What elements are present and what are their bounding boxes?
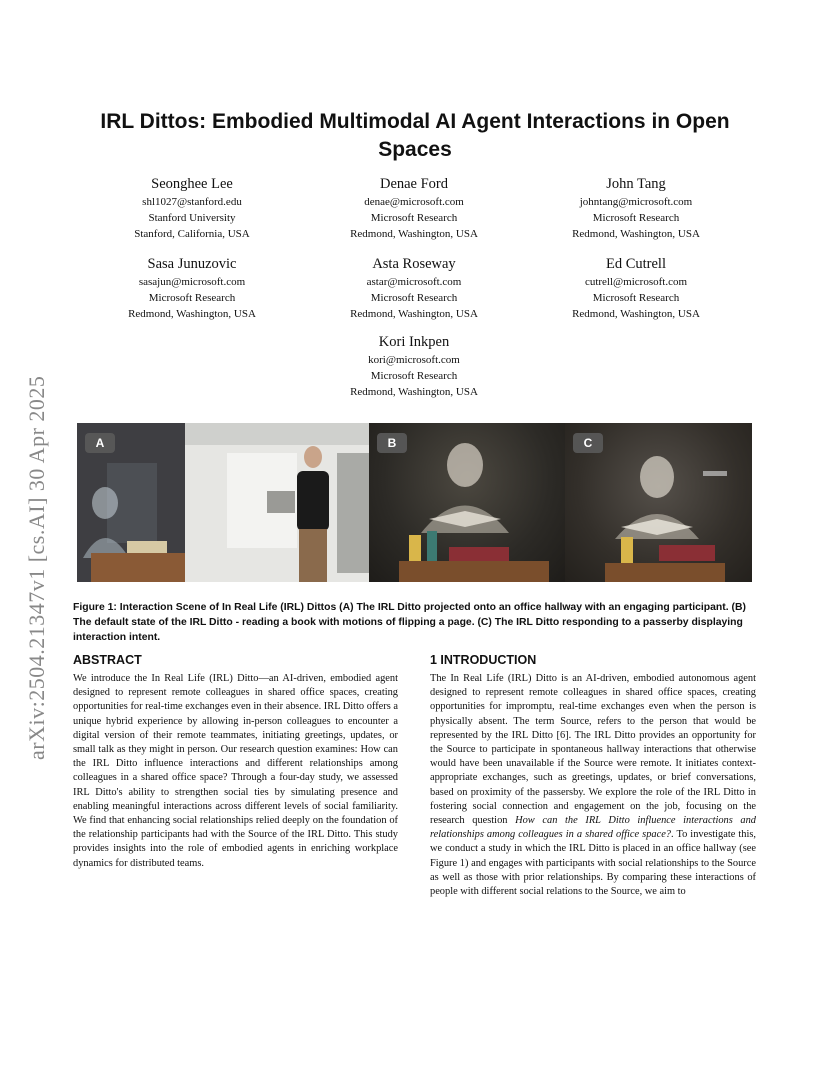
author-name: Denae Ford <box>379 176 449 192</box>
author-affiliation: Microsoft Research <box>370 370 458 382</box>
paper-title: IRL Dittos: Embodied Multimodal AI Agent Interactions in Open Spaces <box>100 110 730 161</box>
intro-research-question: How can the IRL Ditto influence interactions and relationships among colleagues in a shared office space? <box>430 815 757 841</box>
panel-label-b: B <box>377 433 407 453</box>
author-affiliation: Stanford University <box>148 212 236 224</box>
figure-panel-b <box>369 423 565 582</box>
abstract-heading: ABSTRACT <box>73 653 142 667</box>
author-location: Redmond, Washington, USA <box>350 228 478 240</box>
author-affiliation: Microsoft Research <box>370 212 458 224</box>
abstract-text: We introduce the In Real Life (IRL) Ditto—an AI-driven, embodied agent designed to represent remote colleagues in shared office spaces, creating opportunities for real-time exchanges even in their absence. IRL Ditto offers a unique hybrid experience by allowing in-person colleagues to encounter a digital version of their remote teammates, initiating greetings, updates, or small talk as they might in person. Our research question examines: How can the IRL Ditto influence interactions and different relationships among colleagues in a shared office space? Through a four-day study, we assessed IRL Ditto's ability to strengthen social ties by simulating presence and enabling meaningful interactions across different levels of social familiarity. We find that enhancing social relationships relied deeply on the foundation of the relationship participants had with the Source of the IRL Ditto. This study provides insights into the role of embodied agents in enriching workplace dynamics for distributed teams. <box>73 673 398 869</box>
author-location: Redmond, Washington, USA <box>572 228 700 240</box>
author-email[interactable]: astar@microsoft.com <box>366 276 462 288</box>
author-card <box>314 332 514 400</box>
author-email[interactable]: sasajun@microsoft.com <box>138 276 246 288</box>
author-location: Redmond, Washington, USA <box>128 308 256 320</box>
panel-label-a: A <box>85 433 115 453</box>
introduction-heading: 1 INTRODUCTION <box>430 653 537 667</box>
author-name: Ed Cutrell <box>605 256 666 272</box>
author-card <box>92 174 292 242</box>
author-email[interactable]: johntang@microsoft.com <box>579 196 693 208</box>
author-name: Seonghee Lee <box>151 176 233 192</box>
author-name: Sasa Junuzovic <box>147 256 237 272</box>
author-location: Redmond, Washington, USA <box>350 386 478 398</box>
author-card <box>314 174 514 242</box>
figure-panel-a <box>77 423 369 582</box>
author-card <box>536 254 736 322</box>
author-email[interactable]: kori@microsoft.com <box>368 354 460 366</box>
author-affiliation: Microsoft Research <box>148 292 236 304</box>
author-affiliation: Microsoft Research <box>370 292 458 304</box>
arxiv-identifier[interactable]: arXiv:2504.21347v1 [cs.AI] 30 Apr 2025 <box>24 375 49 760</box>
author-card <box>536 174 736 242</box>
hallway-photo-icon <box>77 423 369 582</box>
author-name: Kori Inkpen <box>378 334 450 350</box>
teaser-figure <box>77 423 752 582</box>
author-location: Redmond, Washington, USA <box>350 308 478 320</box>
intro-text-part: The In Real Life (IRL) Ditto is an AI-driven, embodied autonomous agent designed to represent remote colleagues in shared office spaces, creating opportunities for impromptu, real-time exchanges even when the person is physically absent. The term Source, refers to the person that would be represented by the IRL Ditto [6]. The IRL Ditto provides an opportunity for the Source to participate in spontaneous hallway interactions that otherwise would have been unavailable if the Source were remote. It initiates context-appropriate exchanges, such as greetings, updates, or brief conversations, based on proximity of the passersby. We explore the role of the IRL Ditto in fostering social connection and engagement on the job, focusing on the research question <box>430 673 756 827</box>
author-card <box>92 254 292 322</box>
panel-label-c: C <box>573 433 603 453</box>
author-email[interactable]: denae@microsoft.com <box>364 196 464 208</box>
author-affiliation: Microsoft Research <box>592 212 680 224</box>
author-name: John Tang <box>606 176 666 192</box>
author-card <box>314 254 514 322</box>
figure-panel-c <box>565 423 752 582</box>
author-location: Stanford, California, USA <box>134 228 250 240</box>
author-email[interactable]: shl1027@stanford.edu <box>142 196 242 208</box>
author-affiliation: Microsoft Research <box>592 292 680 304</box>
author-name: Asta Roseway <box>372 256 456 272</box>
author-location: Redmond, Washington, USA <box>572 308 700 320</box>
figure-caption: Figure 1: Interaction Scene of In Real Life (IRL) Dittos (A) The IRL Ditto projected onto an office hallway with an engaging participant. (B) The default state of the IRL Ditto - reading a book with motions of flipping a page. (C) The IRL Ditto responding to a passerby displaying interaction intent. <box>73 602 746 643</box>
author-email[interactable]: cutrell@microsoft.com <box>584 276 688 288</box>
introduction-text <box>430 672 756 899</box>
intro-text-part: . To investigate this, we conduct a study in which the IRL Ditto is placed in an office hallway (see Figure 1) and engages with participants with social relationships to the Source as well as those with prior relationships. By comparing these interactions of people with different social relations to the Source, we aim to <box>430 829 756 898</box>
